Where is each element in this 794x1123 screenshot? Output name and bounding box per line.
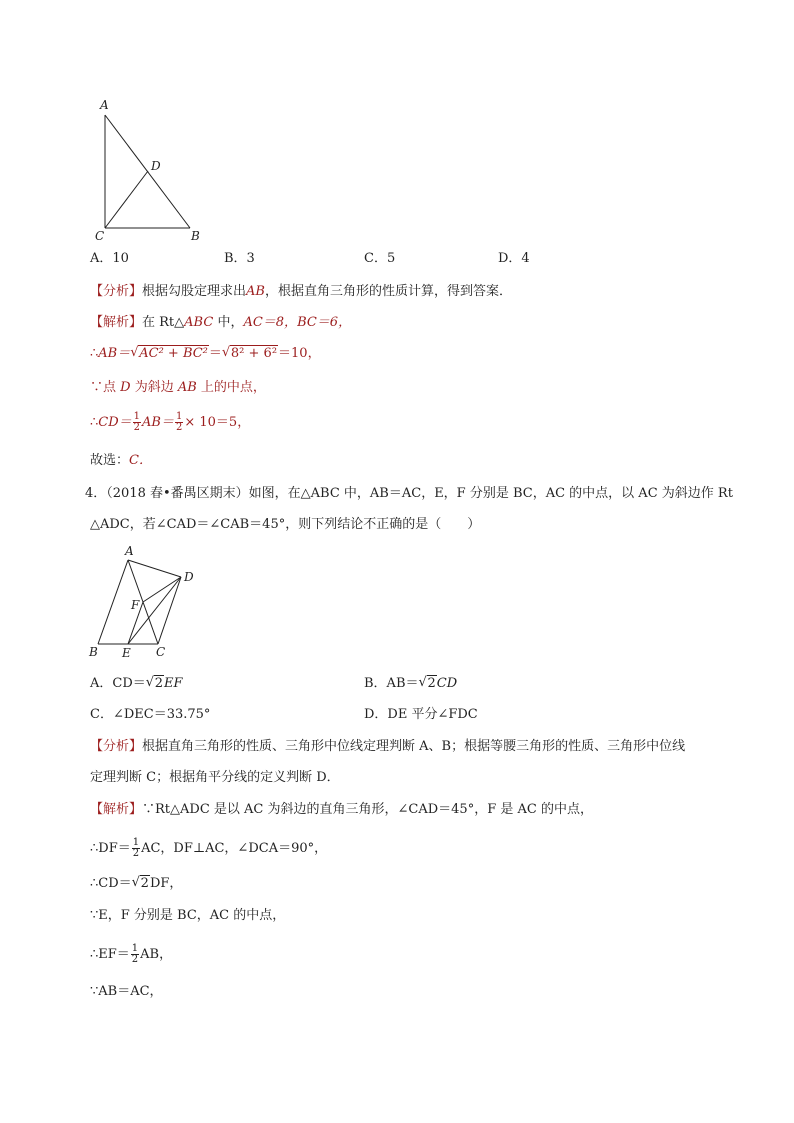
q4-analysis-2: 定理判断 C；根据角平分线的定义判断 D． <box>90 770 340 785</box>
sol4-ab: AB＝ <box>142 415 174 430</box>
seg-ab <box>98 560 128 644</box>
q4-option-c: C．∠DEC＝33.75° <box>90 707 211 722</box>
label-d: D <box>151 159 161 173</box>
q4-analysis-1 <box>90 737 685 757</box>
q4-stem-1: 4．（2018 春•番禺区期末）如图，在△ABC 中，AB＝AC，E，F 分别是 BC，AC 的中点，以 AC 为斜边作 Rt <box>85 486 733 501</box>
analysis-tag: 【分析】 <box>90 284 143 299</box>
sol3-d: D <box>120 380 131 395</box>
sol1-d: BC＝6， <box>297 315 352 330</box>
q4-solution-5: ∴EF＝ $\frac{1}{2}$ AB， <box>90 943 173 965</box>
q4-solution-6: ∵AB＝AC， <box>90 984 163 999</box>
q4-solution-2: ∴DF＝ $\frac{1}{2}$ AC，DF⊥AC，∠DCA＝90°， <box>90 837 328 859</box>
q3-analysis <box>90 282 512 302</box>
fraction-half: $\frac{1}{2}$ <box>132 837 140 859</box>
figure-triangle-adc <box>88 543 213 663</box>
q4-solution-1 <box>90 800 593 820</box>
seg-ad <box>128 560 181 577</box>
sol3-b: 为斜边 <box>130 380 178 395</box>
sol4-cd: CD＝ <box>98 415 132 430</box>
q3-solution-3 <box>90 378 266 398</box>
sol2-eq: ＝ <box>208 346 222 361</box>
q4-solution-3: ∴CD＝√ 2DF， <box>90 874 182 894</box>
q4-option-a: A．CD＝√ 2EF <box>90 674 183 694</box>
sol1-c: AC＝8， <box>243 315 298 330</box>
sol3-c: 上的中点， <box>196 380 266 395</box>
q4-option-d: D．DE 平分∠FDC <box>364 707 478 722</box>
analysis-text-1: 根据勾股定理求出 <box>142 284 247 299</box>
fraction-half: $\frac{1}{2}$ <box>133 411 141 433</box>
q3-option-c: C．5 <box>364 251 396 266</box>
therefore-2: ∴ <box>90 415 99 430</box>
solution-tag: 【解析】 <box>90 802 143 817</box>
solution-tag: 【解析】 <box>90 315 143 330</box>
therefore: ∴ <box>90 346 99 361</box>
q3-option-a: A．10 <box>90 251 129 266</box>
sol1-b: 中， <box>213 315 244 330</box>
q3-solution-2 <box>90 344 321 364</box>
radical-1: √ AC² + BC² <box>130 344 209 364</box>
radical-2: √ 8² + 6² <box>222 344 278 364</box>
label-f: F <box>131 598 140 612</box>
sol1-a: 在 Rt△ <box>142 315 185 330</box>
sol4-end: × 10＝5， <box>184 415 251 430</box>
label-c: C <box>156 645 166 659</box>
q4-stem-2: △ADC，若∠CAD＝∠CAB＝45°，则下列结论不正确的是（ ） <box>90 517 481 532</box>
label-b: B <box>89 645 98 659</box>
q3-option-b: B．3 <box>224 251 255 266</box>
label-a: A <box>125 544 134 558</box>
sol3-a: ∵点 <box>90 380 121 395</box>
analysis-text-2: ，根据直角三角形的性质计算，得到答案． <box>264 284 512 299</box>
q3-solution-1 <box>90 313 351 333</box>
analysis-ab: AB <box>246 284 265 299</box>
label-c: C <box>95 229 105 243</box>
fraction-half-2: $\frac{1}{2}$ <box>131 943 139 965</box>
sol3-ab: AB <box>177 380 197 395</box>
q4-sol1-text: ∵Rt△ADC 是以 AC 为斜边的直角三角形，∠CAD＝45°，F 是 AC 的中点， <box>142 802 593 817</box>
fraction-half-2: $\frac{1}{2}$ <box>175 411 183 433</box>
label-b: B <box>191 229 200 243</box>
figure-right-triangle <box>95 95 215 245</box>
analysis-tag: 【分析】 <box>90 739 143 754</box>
sol2-end: ＝10， <box>278 346 321 361</box>
answer-value: C． <box>129 453 152 468</box>
answer-label: 故选： <box>90 453 130 468</box>
label-a: A <box>100 98 109 112</box>
label-e: E <box>122 646 131 660</box>
segment-cd <box>105 171 148 228</box>
seg-dc <box>158 577 181 644</box>
seg-df <box>143 577 181 602</box>
sol2-ab: AB＝ <box>98 346 131 361</box>
analysis-text: 根据直角三角形的性质、三角形中位线定理判断 A、B；根据等腰三角形的性质、三角形中位线 <box>142 739 686 754</box>
q4-solution-4: ∵E，F 分别是 BC，AC 的中点， <box>90 908 286 923</box>
q4-option-b: B．AB＝√ 2CD <box>364 674 457 694</box>
q3-option-d: D．4 <box>498 251 530 266</box>
sol1-abc: ABC <box>184 315 214 330</box>
label-d: D <box>184 570 194 584</box>
q3-answer <box>90 451 152 471</box>
q3-solution-4 <box>90 412 250 433</box>
